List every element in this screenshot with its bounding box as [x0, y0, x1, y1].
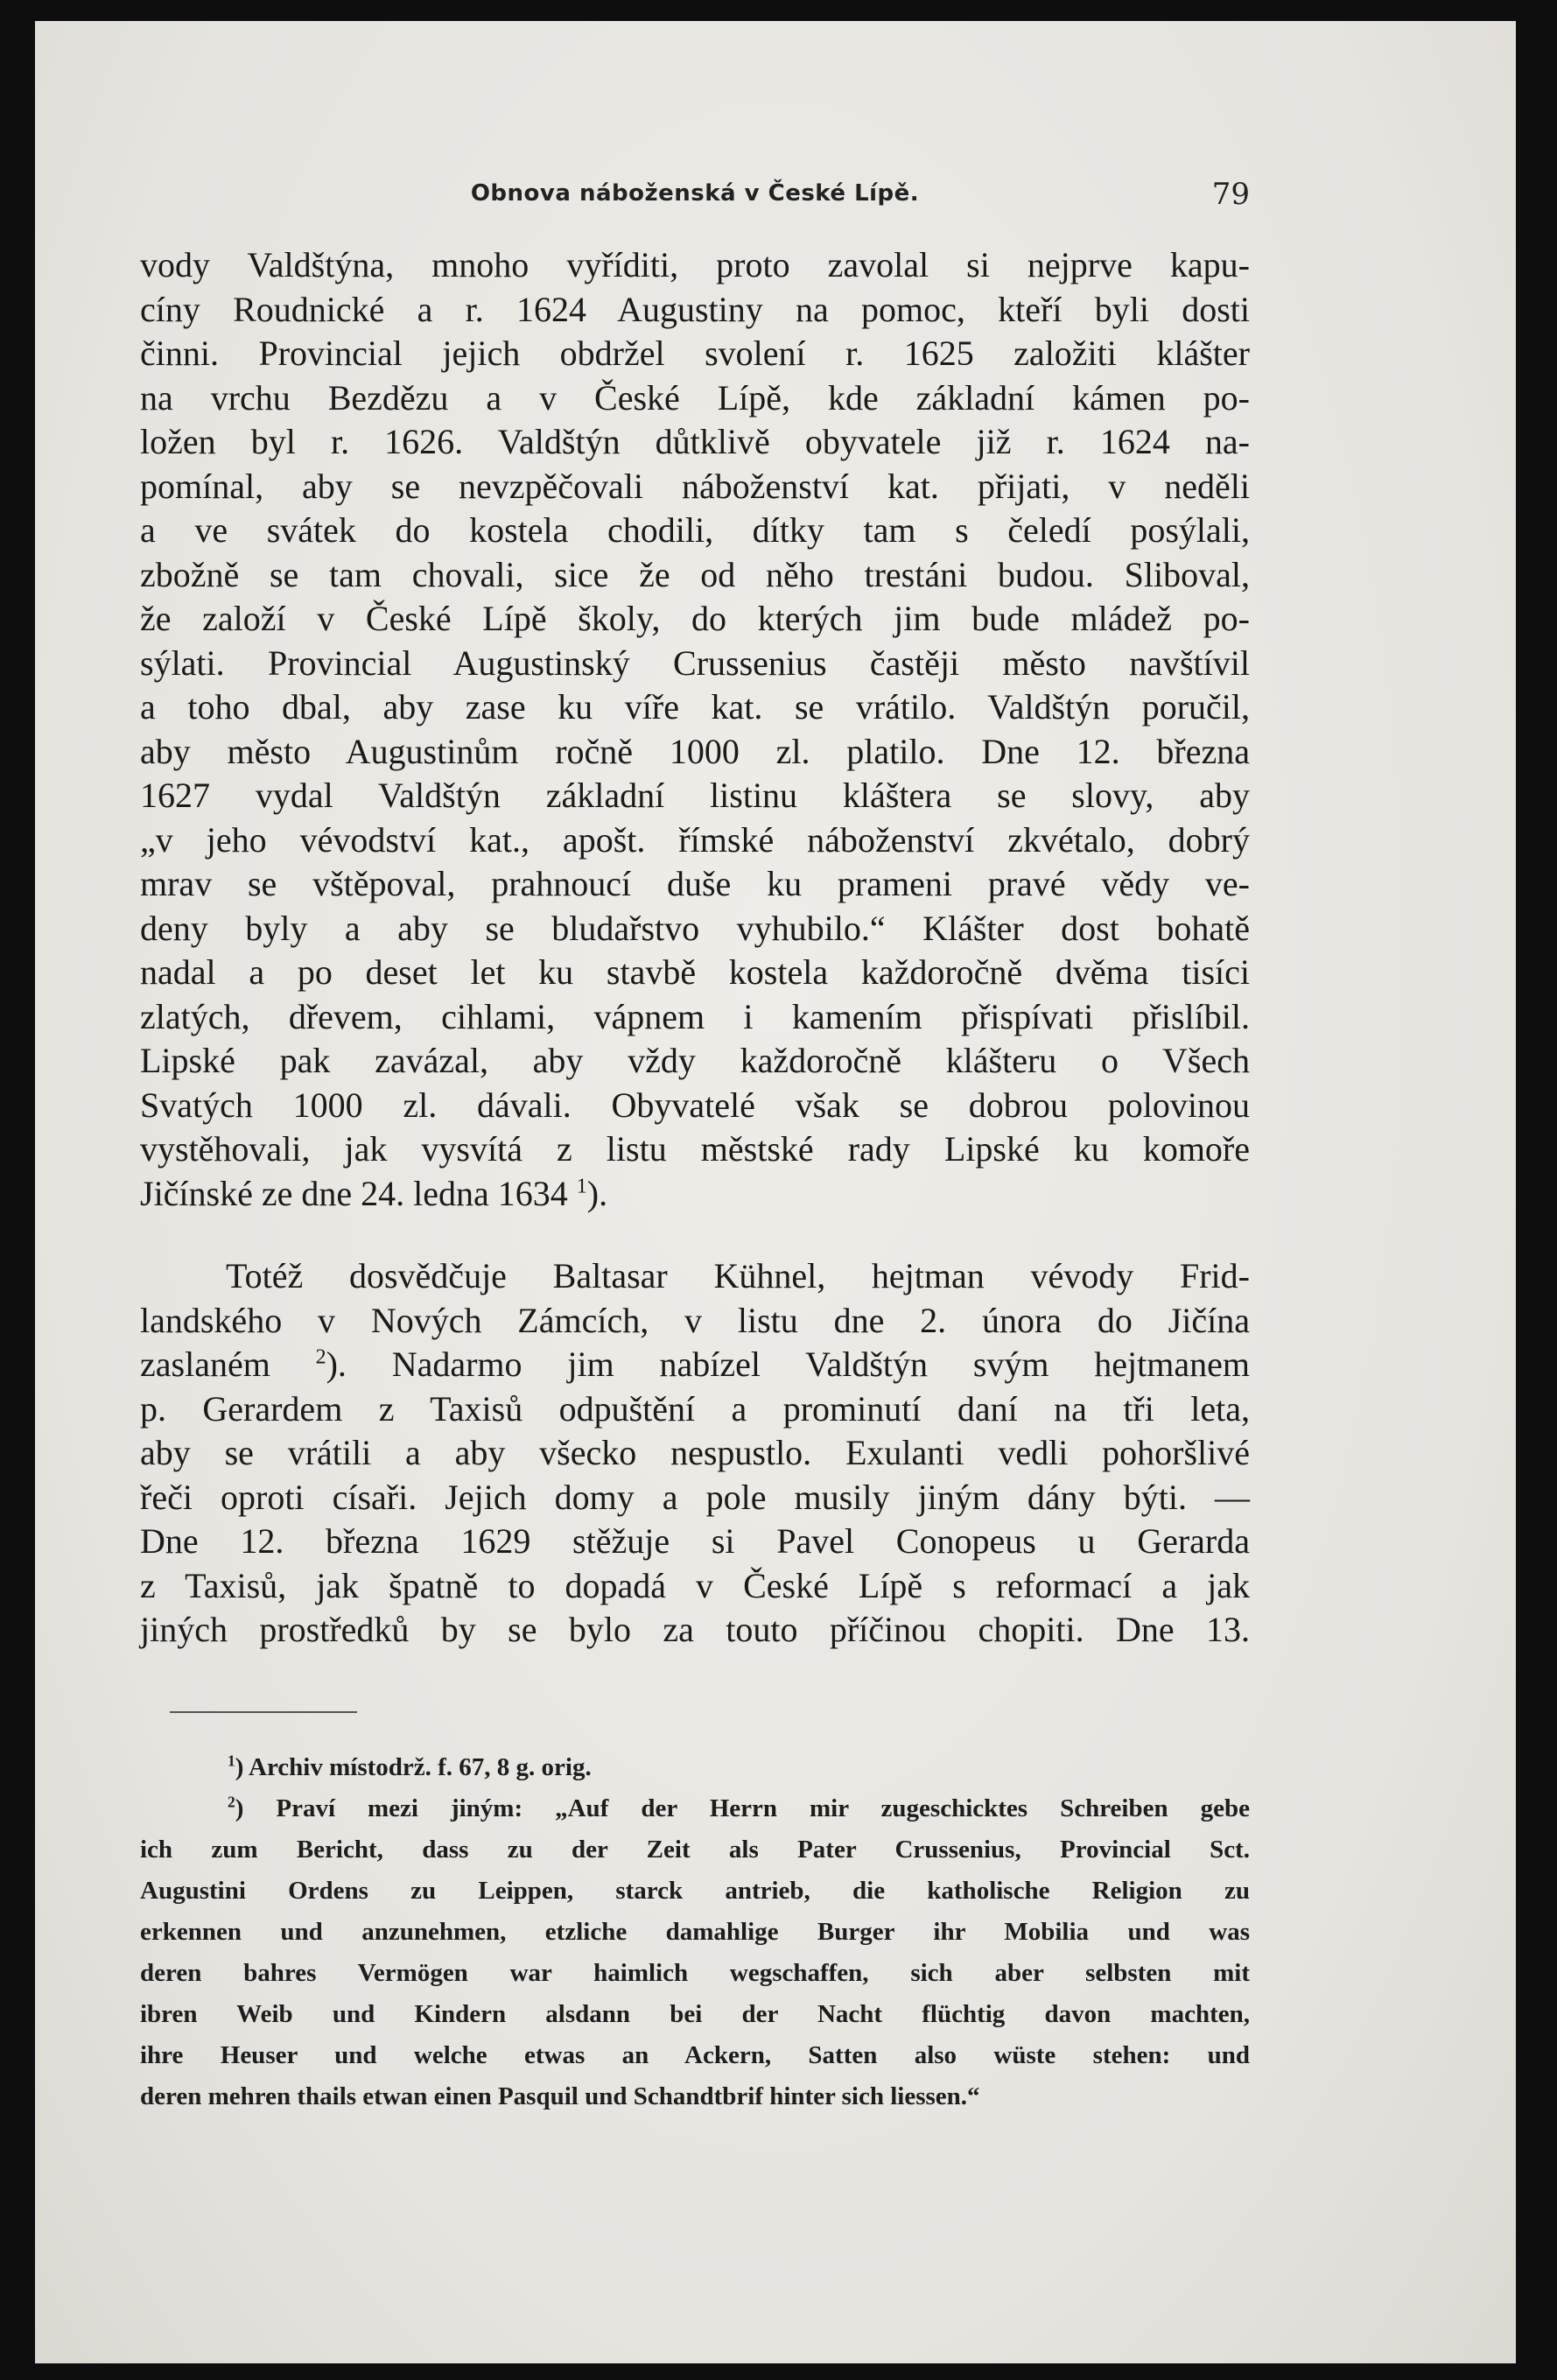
footnotes [140, 1747, 1250, 2117]
text-line: „v jeho vévodství kat., apošt. římské náboženství zkvétalo, dobrý [140, 819, 1250, 860]
text-line: nadal a po deset let ku stavbě kostela každoročně dvěma tisíci [140, 952, 1250, 992]
footnote-1 [140, 1747, 1250, 1788]
text-line: zbožně se tam chovali, sice že od něho trestáni budou. Sliboval, [140, 554, 1250, 594]
text-line: z Taxisů, jak špatně to dopadá v České Lípě s reformací a jak [140, 1565, 1250, 1605]
footnote-line: Augustini Ordens zu Leippen, starck antrieb, die katholische Religion zu [140, 1877, 1250, 1905]
footnote-line: ich zum Bericht, dass zu der Zeit als Pater Crussenius, Provincial Sct. [140, 1836, 1250, 1864]
text-line: Dne 12. března 1629 stěžuje si Pavel Conopeus u Gerarda [140, 1521, 1250, 1561]
body-text [140, 243, 1250, 1653]
text-line: aby město Augustinům ročně 1000 zl. platilo. Dne 12. března [140, 731, 1250, 771]
text-line: deny byly a aby se bludařstvo vyhubilo.“ Klášter dost bohatě [140, 908, 1250, 948]
footnote-ref-2[interactable]: 2 [315, 1345, 326, 1369]
footnote-divider [170, 1711, 357, 1713]
footnote-ref-1[interactable]: 1 [576, 1175, 587, 1198]
footnote-line: ibren Weib und Kindern alsdann bei der Nacht flüchtig davon machten, [140, 2000, 1250, 2028]
text-line: jiných prostředků by se bylo za touto příčinou chopiti. Dne 13. [140, 1610, 1250, 1649]
text-segment: zaslaném [140, 1344, 270, 1384]
footnote-mark: 2 [228, 1793, 235, 1811]
text-line: vody Valdštýna, mnoho vyříditi, proto zavolal si nejprve kapu- [140, 245, 1250, 284]
text-line: vystěhovali, jak vysvítá z listu městské rady Lipské ku komoře [140, 1129, 1250, 1169]
text-line: činni. Provincial jejich obdržel svolení r. 1625 založiti klášter [140, 333, 1250, 373]
text-line: ložen byl r. 1626. Valdštýn důtklivě obyvatele již r. 1624 na- [140, 422, 1250, 461]
text-line: cíny Roudnické a r. 1624 Augustiny na pomoc, kteří byli dosti [140, 289, 1250, 329]
paragraph-2 [140, 1254, 1250, 1653]
footnote-line: erkennen und anzunehmen, etzliche damahlige Burger ihr Mobilia und was [140, 1918, 1250, 1946]
footnote-line: deren bahres Vermögen war haimlich wegschaffen, sich aber selbsten mit [140, 1959, 1250, 1987]
text-line: p. Gerardem z Taxisů odpuštění a prominutí daní na tři leta, [140, 1388, 1250, 1429]
text-segment: ). [586, 1173, 608, 1213]
text-line: sýlati. Provincial Augustinský Crussenius častěji město navštívil [140, 642, 1250, 683]
text-line: Svatých 1000 zl. dávali. Obyvatelé však se dobrou polovinou [140, 1085, 1250, 1125]
text-line: zlatých, dřevem, cihlami, vápnem i kamením přispívati přislíbil. [140, 996, 1250, 1036]
text-line: řeči oproti císaři. Jejich domy a pole musily jiným dány býti. — [140, 1477, 1250, 1517]
footnote-2 [140, 1788, 1250, 1829]
text-line: Lipské pak zavázal, aby vždy každoročně klášteru o Všech [140, 1041, 1250, 1080]
running-head: Obnova náboženská v České Lípě. [470, 180, 920, 207]
text-line: Totéž dosvědčuje Baltasar Kühnel, hejtman vévody Frid- [226, 1256, 1250, 1295]
text-line: na vrchu Bezdězu a v České Lípě, kde základní kámen po- [140, 377, 1250, 418]
footnote-line: deren mehren thails etwan einen Pasquil und Schandtbrif hinter sich liessen.“ [140, 2082, 980, 2110]
page-number: 79 [1211, 177, 1250, 212]
text-line [140, 1172, 1250, 1217]
footnote-line: ihre Heuser und welche etwas an Ackern, Satten also wüste stehen: und [140, 2041, 1250, 2069]
text-line: 1627 vydal Valdštýn základní listinu kláštera se slovy, aby [140, 776, 1250, 815]
text-line [140, 1343, 1250, 1387]
footnote-text: ) Praví mezi jiným: „Auf der Herrn mir zugeschicktes Schreiben gebe [235, 1794, 1250, 1822]
text-line: a ve svátek do kostela chodili, dítky tam s čeledí posýlali, [140, 510, 1250, 550]
page-header [140, 172, 1250, 224]
text-line: a toho dbal, aby zase ku víře kat. se vrátilo. Valdštýn poručil, [140, 687, 1250, 727]
paragraph-1 [140, 243, 1250, 1216]
text-line: že založí v České Lípě školy, do kterých jim bude mládež po- [140, 599, 1250, 638]
text-line: landského v Nových Zámcích, v listu dne 2. února do Jičína [140, 1300, 1250, 1340]
text-line: mrav se vštěpoval, prahnoucí duše ku prameni pravé vědy ve- [140, 864, 1250, 903]
text-line: aby se vrátili a aby všecko nespustlo. Exulanti vedli pohoršlivé [140, 1433, 1250, 1472]
footnote-mark: 1 [228, 1752, 235, 1770]
text-line: pomínal, aby se nevzpěčovali náboženství kat. přijati, v neděli [140, 466, 1250, 506]
text-segment: Jičínské ze dne 24. ledna 1634 [140, 1173, 568, 1213]
footnote-text: ) Archiv místodrž. f. 67, 8 g. orig. [235, 1753, 592, 1781]
text-segment: ). Nadarmo jim nabízel Valdštýn svým hejtmanem [326, 1344, 1250, 1384]
paragraph-gap [140, 1216, 1250, 1254]
